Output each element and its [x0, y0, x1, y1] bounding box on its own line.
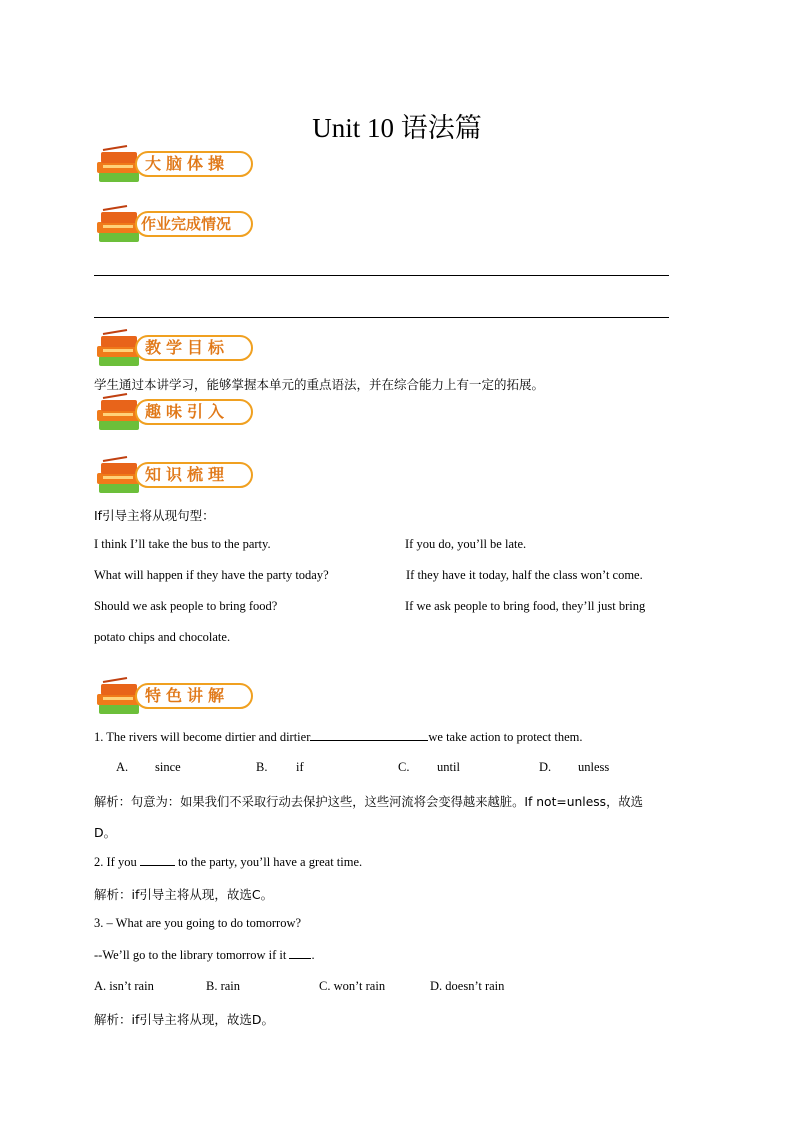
- stem-after: we take action to protect them.: [428, 730, 583, 744]
- option: D. doesn’t rain: [430, 979, 505, 993]
- question-1-analysis: 解析：句意为：如果我们不采取行动去保护这些，这些河流将会变得越来越脏。If not=unless，故选: [94, 795, 643, 809]
- option: A. isn’t rain: [94, 979, 154, 993]
- section-badge-brain-gym: [95, 144, 257, 188]
- dialogue-left: I think I’ll take the bus to the party.: [94, 537, 271, 551]
- option-letter: B.: [256, 760, 268, 774]
- section-badge-teaching-goals: [95, 328, 257, 372]
- answer-blank[interactable]: [289, 947, 311, 959]
- dialogue-right: If we ask people to bring food, they’ll just bring: [405, 599, 646, 613]
- section-badge-featured: [95, 676, 257, 720]
- option-text: since: [155, 760, 181, 774]
- knowledge-heading: If引导主将从现句型：: [94, 508, 215, 523]
- question-1-analysis-cont: D。: [94, 825, 117, 840]
- option: C. won’t rain: [319, 979, 386, 993]
- reply-after: .: [311, 948, 315, 962]
- stem-before: 1. The rivers will become dirtier and dirtier: [94, 730, 311, 744]
- reply-before: --We’ll go to the library tomorrow if it: [94, 948, 287, 962]
- answer-blank[interactable]: [310, 729, 428, 741]
- option-letter: C.: [398, 760, 410, 774]
- section-badge-homework: [95, 204, 257, 248]
- dialogue-left: What will happen if they have the party today?: [94, 568, 329, 582]
- section-badge-fun-intro: [95, 392, 257, 436]
- dialogue-right: If they have it today, half the class won’t come.: [406, 568, 643, 582]
- dialogue-left: Should we ask people to bring food?: [94, 599, 278, 613]
- section-title: 趣味引入: [135, 399, 253, 425]
- question-2-analysis: 解析：if引导主将从现，故选C。: [94, 887, 274, 902]
- option-letter: A.: [116, 760, 129, 774]
- section-title: 教学目标: [135, 335, 253, 361]
- option-text: if: [296, 760, 304, 774]
- dialogue-right: If you do, you’ll be late.: [405, 537, 527, 551]
- stem-after: to the party, you’ll have a great time.: [177, 855, 363, 869]
- section-title: 大脑体操: [135, 151, 253, 177]
- question-2-stem: [94, 854, 362, 870]
- option: B. rain: [206, 979, 241, 993]
- question-3-analysis: 解析：if引导主将从现，故选D。: [94, 1012, 274, 1027]
- question-1-stem: [94, 729, 582, 745]
- dialogue-continuation: potato chips and chocolate.: [94, 630, 231, 644]
- question-3-stem: 3. – What are you going to do tomorrow?: [94, 916, 302, 930]
- section-title: 作业完成情况: [135, 211, 253, 237]
- goal-text: 学生通过本讲学习，能够掌握本单元的重点语法，并在综合能力上有一定的拓展。: [94, 377, 545, 392]
- option-text: until: [437, 760, 460, 774]
- stem-before: 2. If you: [94, 855, 137, 869]
- option-text: unless: [578, 760, 610, 774]
- section-title: 知识梳理: [135, 462, 253, 488]
- answer-blank[interactable]: [140, 854, 175, 866]
- page-title: Unit 10 语法篇: [312, 113, 482, 143]
- option-letter: D.: [539, 760, 552, 774]
- answer-line: [94, 317, 669, 318]
- section-title: 特色讲解: [135, 683, 253, 709]
- section-badge-knowledge: [95, 455, 257, 499]
- question-3-reply: [94, 947, 315, 963]
- answer-line: [94, 275, 669, 276]
